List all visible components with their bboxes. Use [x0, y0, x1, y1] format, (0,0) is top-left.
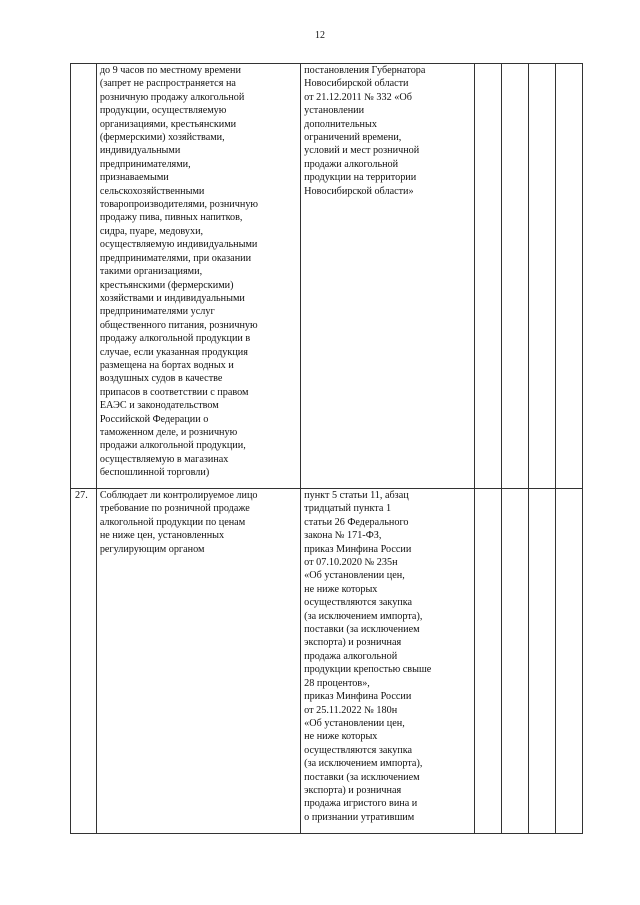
reference-text-line: от 21.12.2011 № 332 «Об [304, 91, 412, 103]
question-text-line: не ниже цен, установленных [99, 530, 225, 542]
question-text-line: продажи алкогольной продукции, [99, 440, 246, 452]
note-cell [556, 64, 583, 489]
answer-na-cell [529, 489, 556, 834]
question-text-line: припасов в соответствии с правом [99, 386, 249, 398]
question-text-line: общественного питания, розничную [99, 319, 258, 331]
reference-text-line: поставки (за исключением [304, 624, 420, 636]
reference-text-line: осуществляются закупка [304, 597, 413, 609]
reference-text-line: 28 процентов», [304, 677, 370, 689]
reference-text-line: приказ Минфина России [304, 543, 412, 555]
question-cell [96, 489, 300, 834]
reference-text-line: «Об установлении цен, [304, 570, 405, 582]
answer-yes-cell [475, 489, 502, 834]
reference-text-line: (за исключением импорта), [304, 758, 423, 770]
reference-text-line: продажа алкогольной [304, 650, 398, 662]
question-text-line: ЕАЭС и законодательством [99, 400, 219, 412]
question-text-line: предпринимателями, при оказании [99, 252, 252, 264]
question-text-line: продажу алкогольной продукции в [99, 333, 251, 345]
reference-text-line: Новосибирской области [304, 78, 409, 90]
question-text-line: до 9 часов по местному времени [99, 65, 241, 76]
question-text-line: признаваемыми [99, 172, 169, 184]
reference-text-line: от 07.10.2020 № 235н [304, 557, 398, 569]
table-row [71, 64, 583, 489]
question-text-line: Российской Федерации о [99, 413, 209, 425]
question-text-line: продукции, осуществляемую [99, 105, 227, 117]
answer-no-cell [502, 64, 529, 489]
answer-no-cell [502, 489, 529, 834]
reference-text-line: установлении [304, 105, 365, 117]
question-cell [96, 64, 300, 489]
question-text-line: организациями, крестьянскими [99, 118, 237, 130]
reference-text-line: от 25.11.2022 № 180н [304, 704, 398, 716]
question-text-line: таможенном деле, и розничную [99, 426, 238, 438]
reference-text-line: условий и мест розничной [304, 145, 420, 157]
reference-text-line: продажи алкогольной [304, 158, 399, 170]
question-text-line: крестьянскими (фермерскими) [99, 279, 234, 291]
question-text-line: (запрет не распространяется на [99, 78, 236, 90]
question-text-line: продажу пива, пивных напитков, [99, 212, 243, 224]
question-text-line: осуществляемую в магазинах [99, 453, 229, 465]
row-number [71, 64, 97, 489]
question-text-line: воздушных судов в качестве [99, 373, 223, 385]
question-text-line: такими организациями, [99, 266, 203, 278]
question-text-line: хозяйствами и индивидуальными [99, 292, 245, 304]
reference-text-line: тридцатый пункта 1 [304, 503, 392, 515]
reference-text-line: поставки (за исключением [304, 771, 420, 783]
question-text-line: розничную продажу алкогольной [99, 91, 245, 103]
question-text-line: сельскохозяйственными [99, 185, 205, 197]
question-text-line: Соблюдает ли контролируемое лицо [99, 490, 258, 501]
reference-text-line: Новосибирской области» [304, 185, 414, 197]
reference-text-line: экспорта) и розничная [304, 784, 402, 796]
question-text-line: требование по розничной продаже [99, 503, 250, 515]
question-text-line: (фермерскими) хозяйствами, [99, 132, 225, 144]
question-text-line: товаропроизводителями, розничную [99, 199, 259, 211]
checklist-table [70, 63, 583, 834]
reference-text-line: продажа игристого вина и [304, 798, 418, 810]
question-text-line: размещена на бортах водных и [99, 359, 234, 371]
reference-cell [301, 64, 475, 489]
reference-text-line: (за исключением импорта), [304, 610, 423, 622]
question-text-line: беспошлинной торговли) [99, 467, 210, 479]
reference-text-line: ограничений времени, [304, 132, 402, 144]
question-text-line: случае, если указанная продукция [99, 346, 248, 358]
question-text-line: предпринимателями услуг [99, 306, 215, 318]
reference-text-line: не ниже которых [304, 583, 378, 595]
question-text-line: сидра, пуаре, медовухи, [99, 225, 204, 237]
reference-text-line: постановления Губернатора [304, 65, 426, 76]
reference-text-line: продукции на территории [304, 172, 417, 184]
reference-text-line: продукции крепостью свыше [304, 664, 432, 676]
answer-na-cell [529, 64, 556, 489]
reference-text-line: статьи 26 Федерального [304, 516, 409, 528]
reference-text-line: о признании утратившим [304, 811, 415, 823]
reference-text-line: приказ Минфина России [304, 691, 412, 703]
question-text-line: предпринимателями, [99, 158, 191, 170]
reference-text-line: осуществляются закупка [304, 744, 413, 756]
question-text-line: индивидуальными [99, 145, 181, 157]
answer-yes-cell [475, 64, 502, 489]
question-text-line: осуществляемую индивидуальными [99, 239, 258, 251]
reference-text-line: экспорта) и розничная [304, 637, 402, 649]
question-text-line: алкогольной продукции по ценам [99, 516, 246, 528]
reference-text-line: «Об установлении цен, [304, 717, 405, 729]
row-number: 27. [71, 489, 97, 834]
reference-text-line: закона № 171-ФЗ, [304, 530, 382, 542]
page-number: 12 [315, 30, 325, 41]
reference-cell [301, 489, 475, 834]
table-row [71, 489, 583, 834]
question-text-line: регулирующим органом [99, 543, 205, 555]
note-cell [556, 489, 583, 834]
reference-text-line: дополнительных [304, 118, 377, 130]
reference-text-line: не ниже которых [304, 731, 378, 743]
reference-text-line: пункт 5 статьи 11, абзац [304, 490, 409, 501]
